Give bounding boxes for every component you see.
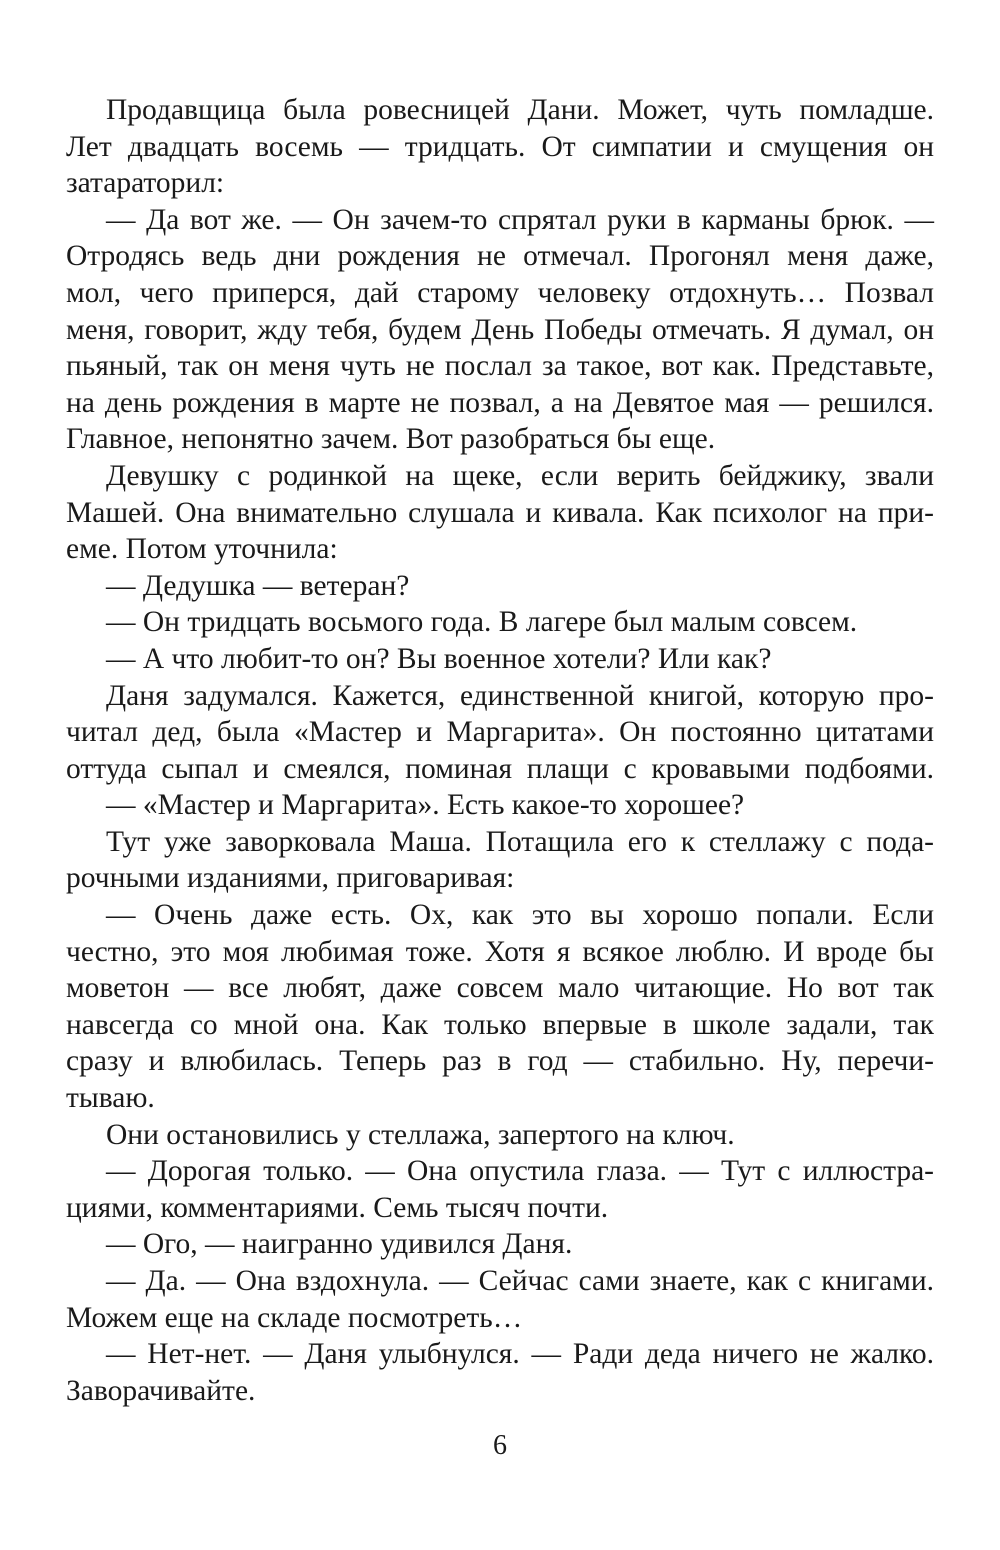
text-line: Они остановились у стеллажа, запертого на ключ.	[106, 1118, 735, 1151]
text-line: — Дорогая только. — Она опустила глаза. — Тут с иллюстра-	[106, 1155, 934, 1188]
text-line: тываю.	[66, 1082, 155, 1115]
page-number: 6	[493, 1430, 507, 1461]
text-line: — Ого, — наигранно удивился Даня.	[106, 1228, 573, 1261]
text-line: — Дедушка — ветеран?	[106, 569, 410, 602]
text-line: — Нет-нет. — Даня улыбнулся. — Ради деда ничего не жалко.	[106, 1338, 934, 1371]
text-line: Главное, непонятно зачем. Вот разобраться бы еще.	[66, 423, 716, 456]
text-line: — Очень даже есть. Ох, как это вы хорошо попали. Если	[106, 899, 934, 932]
text-line: Тут уже заворковала Маша. Потащила его к стеллажу с пода-	[106, 825, 934, 858]
text-line: циями, комментариями. Семь тысяч почти.	[66, 1191, 609, 1224]
page-text-block	[66, 92, 934, 1409]
text-line: — Да вот же. — Он зачем-то спрятал руки в карманы брюк. —	[106, 203, 934, 236]
text-line: Можем еще на складе посмотреть…	[66, 1301, 523, 1334]
text-line: моветон — все любят, даже совсем мало читающие. Но вот так	[66, 972, 934, 1005]
text-line: на день рождения в марте не позвал, а на Девятое мая — решился.	[66, 386, 934, 419]
text-line: Даня задумался. Кажется, единственной книгой, которую про-	[106, 679, 934, 712]
text-line: еме. Потом уточнила:	[66, 533, 338, 566]
text-line: Машей. Она внимательно слушала и кивала. Как психолог на при-	[66, 496, 934, 529]
text-line: — Да. — Она вздохнула. — Сейчас сами знаете, как с книгами.	[106, 1265, 934, 1297]
text-line: Заворачивайте.	[66, 1374, 256, 1407]
text-line: Продавщица была ровесницей Дани. Может, чуть помладше.	[106, 94, 934, 126]
text-line: затараторил:	[66, 167, 225, 200]
text-line: — А что любит-то он? Вы военное хотели? Или как?	[106, 642, 772, 675]
text-line: — «Мастер и Маргарита». Есть какое-то хорошее?	[106, 789, 745, 822]
text-line: — Он тридцать восьмого года. В лагере был малым совсем.	[106, 606, 858, 639]
text-line: Девушку с родинкой на щеке, если верить бейджику, звали	[106, 459, 934, 492]
text-line: Лет двадцать восемь — тридцать. От симпатии и смущения он	[66, 130, 934, 163]
text-line: рочными изданиями, приговаривая:	[66, 862, 515, 895]
text-line: навсегда со мной она. Как только впервые в школе задали, так	[66, 1008, 934, 1041]
text-line: сразу и влюбилась. Теперь раз в год — стабильно. Ну, перечи-	[66, 1045, 934, 1078]
text-line: оттуда сыпал и смеялся, поминая плащи с кровавыми подбоями.	[66, 752, 934, 785]
text-line: Отродясь ведь дни рождения не отмечал. Прогонял меня даже,	[66, 240, 934, 273]
text-line: меня, говорит, жду тебя, будем День Победы отмечать. Я думал, он	[66, 313, 934, 346]
text-line: читал дед, была «Мастер и Маргарита». Он постоянно цитатами	[66, 716, 934, 749]
text-line: мол, чего приперся, дай старому человеку отдохнуть… Позвал	[66, 276, 934, 309]
text-line: честно, это моя любимая тоже. Хотя я всякое люблю. И вроде бы	[66, 935, 934, 968]
text-line: пьяный, так он меня чуть не послал за такое, вот как. Представьте,	[66, 350, 934, 383]
